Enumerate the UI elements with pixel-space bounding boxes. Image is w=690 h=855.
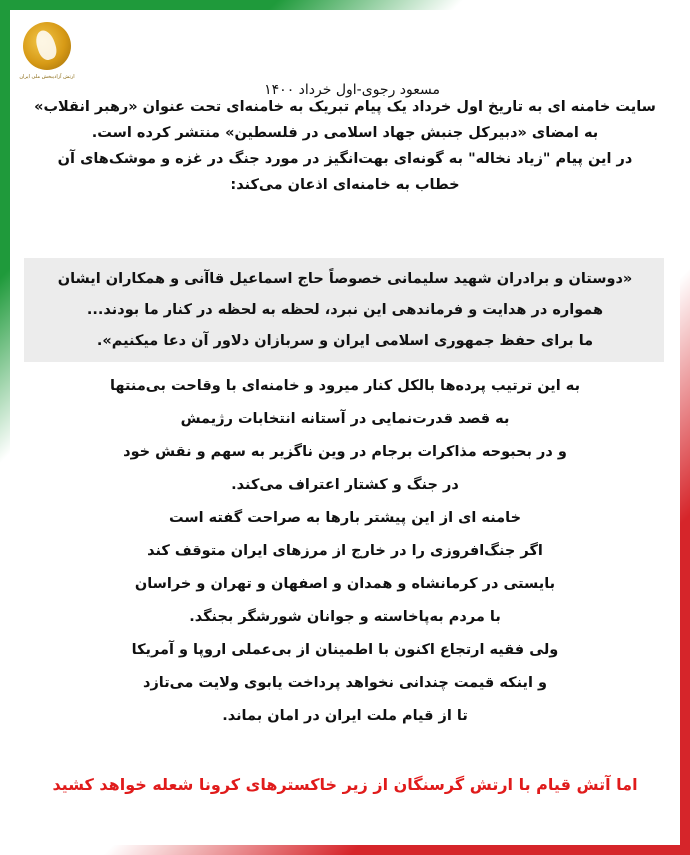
text-line: سایت خامنه ای به تاریخ اول خرداد یک پیام تبریک به خامنه‌ای تحت عنوان «رهبر انقلاب» — [34, 99, 656, 115]
text-line: بایستی در کرمانشاه و همدان و اصفهان و تهران و خراسان — [134, 576, 556, 592]
logo-caption: ارتش آزادیبخش ملی ایران — [19, 74, 75, 80]
logo — [18, 22, 76, 94]
text-line: به این ترتیب پرده‌ها بالکل کنار میرود و خامنه‌ای با وقاحت بی‌منتها — [109, 378, 581, 394]
text-line: خامنه ای از این پیشتر بارها به صراحت گفته است — [168, 510, 522, 526]
quote-line: «دوستان و برادران شهید سلیمانی خصوصاً حاج اسماعیل قاآنی و همکاران ایشان — [57, 271, 633, 287]
text-line: به قصد قدرت‌نمایی در آستانه انتخابات رژیمش — [180, 411, 510, 427]
intro-paragraph — [26, 94, 664, 198]
text-line: به امضای «دبیرکل جنبش جهاد اسلامی در فلسطین» منتشر کرده است. — [91, 125, 599, 141]
quote-paragraph — [26, 264, 664, 357]
text-line: اگر جنگ‌افروزی را در خارج از مرزهای ایران متوقف کند — [147, 543, 543, 559]
quote-line: همواره در هدایت و فرماندهی این نبرد، لحظه به لحظه در کنار ما بودند... — [86, 302, 604, 318]
text-line: در این پیام "زیاد نخاله" به گونه‌ای بهت‌انگیز در مورد جنگ در غزه و موشک‌های آن — [57, 151, 633, 167]
quote-line: ما برای حفظ جمهوری اسلامی ایران و سربازان دلاور آن دعا میکنیم». — [96, 333, 594, 349]
logo-emblem-icon — [23, 22, 71, 70]
body-paragraph — [26, 370, 664, 733]
text-line: ولی فقیه ارتجاع اکنون با اطمینان از بی‌عملی اروپا و آمریکا — [131, 642, 559, 658]
text-line: و در بحبوحه مذاکرات برجام در وین ناگزیر به سهم و نقش خود — [123, 444, 567, 460]
text-line: خطاب به خامنه‌ای اذعان می‌کند: — [230, 177, 460, 193]
text-line: در جنگ و کشتار اعتراف می‌کند. — [231, 477, 459, 493]
closing-statement: اما آتش قیام با ارتش گرسنگان از زیر خاکسترهای کرونا شعله خواهد کشید — [52, 775, 638, 794]
text-line: با مردم به‌پاخاسته و جوانان شورشگر بجنگد. — [189, 609, 501, 625]
text-line: تا از قیام ملت ایران در امان بماند. — [222, 708, 468, 724]
byline: مسعود رجوی-اول خرداد ۱۴۰۰ — [264, 82, 440, 98]
text-line: و اینکه قیمت چندانی نخواهد پرداخت یابوی ولایت می‌تازد — [143, 675, 547, 691]
